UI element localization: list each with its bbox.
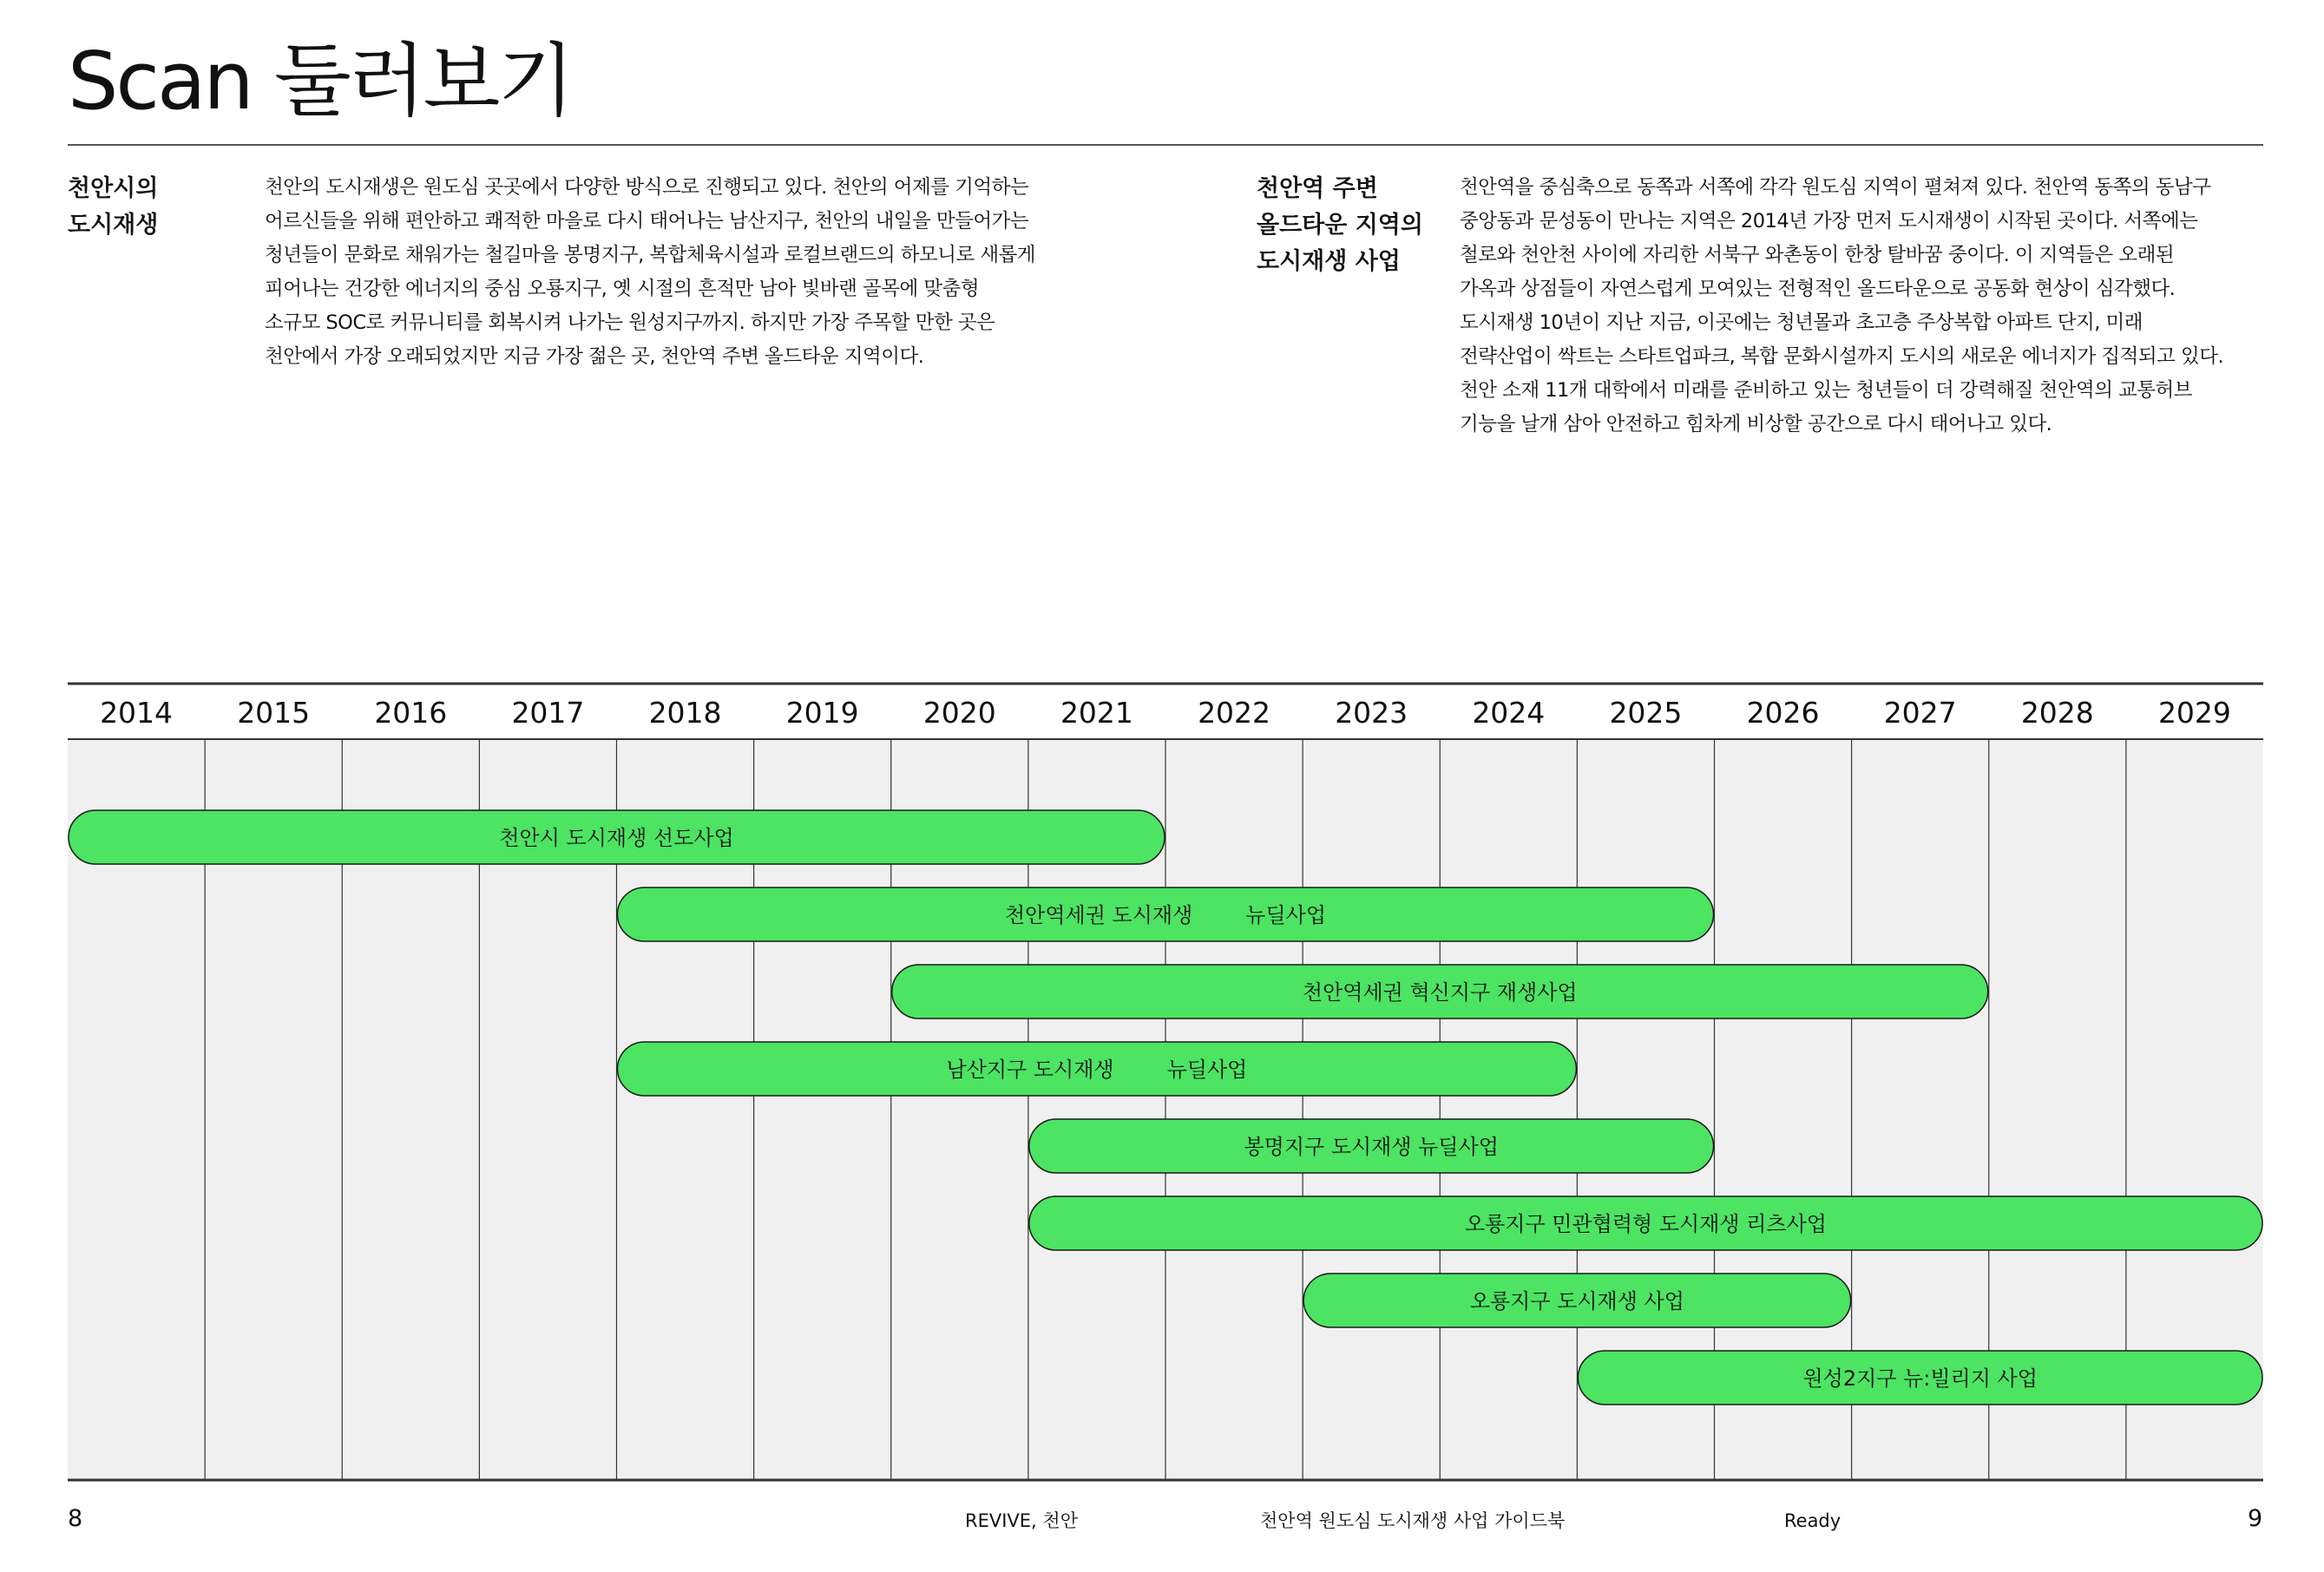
timeline-year-label: 2022 — [1198, 696, 1271, 730]
timeline-year-label: 2015 — [237, 696, 311, 730]
timeline-year-label: 2020 — [922, 696, 996, 730]
timeline-year-label: 2016 — [374, 696, 448, 730]
timeline-year-label: 2017 — [511, 696, 585, 730]
timeline-task-label: 오룡지구 민관협력형 도시재생 리츠사업 — [1464, 1212, 1827, 1236]
footer-section-label: Ready — [1784, 1510, 1841, 1531]
timeline-year-label: 2025 — [1609, 696, 1683, 730]
page-number-right: 9 — [2248, 1505, 2263, 1532]
section-body-oldtown: 천안역을 중심축으로 동쪽과 서쪽에 각각 원도심 지역이 펼쳐져 있다. 천안역 동쪽의 동남구 중앙동과 문성동이 만나는 지역은 2014년 가장 먼저 도시재생이 시작된 곳이다. 서쪽에는 철로와 천안천 사이에 자리한 서북구 와촌동이 한창 탈바꿈 중이다. 이 지역들은 오래된 가옥과 상점들이 자연스럽게 모여있는 전형적인 올드타운으로 공동화 현상이 심각했다. 도시재생 10년이 지난 지금, 이곳에는 청년몰과 초고층 주상복합 아파트 단지, 미래 전략산업이 싹트는 스타트업파크, 복합 문화시설까지 도시의 새로운 에너지가 집적되고 있다. 천안 소재 11개 대학에서 미래를 준비하고 있는 청년들이 더 강력해질 천안역의 교통허브 기능을 날개 삼아 안전하고 힘차게 비상할 공간으로 다시 태어나고 있다. — [1460, 176, 2224, 436]
timeline-task-label: 천안역세권 도시재생 뉴딜사업 — [1004, 903, 1327, 927]
timeline-task-label: 오룡지구 도시재생 사업 — [1469, 1289, 1684, 1313]
footer-brand: REVIVE, 천안 — [965, 1510, 1078, 1531]
timeline-year-label: 2029 — [2157, 696, 2231, 730]
page-number-left: 8 — [68, 1505, 83, 1532]
timeline-task-label: 남산지구 도시재생 뉴딜사업 — [946, 1058, 1248, 1082]
timeline-year-label: 2027 — [1883, 696, 1957, 730]
section-heading-oldtown: 천안역 주변 올드타운 지역의 도시재생 사업 — [1257, 175, 1423, 275]
section-heading-cheonan: 천안시의 도시재생 — [68, 175, 159, 239]
timeline-year-label: 2014 — [100, 696, 174, 730]
timeline-task-label: 천안시 도시재생 선도사업 — [499, 826, 734, 850]
footer-guide-title: 천안역 원도심 도시재생 사업 가이드북 — [1260, 1510, 1566, 1531]
timeline-year-label: 2024 — [1472, 696, 1546, 730]
timeline-year-label: 2018 — [648, 696, 722, 730]
timeline-task-label: 원성2지구 뉴:빌리지 사업 — [1802, 1366, 2038, 1391]
timeline-year-label: 2023 — [1335, 696, 1408, 730]
timeline-year-label: 2026 — [1746, 696, 1820, 730]
timeline-task-label: 봉명지구 도시재생 뉴딜사업 — [1244, 1135, 1499, 1159]
page-title: Scan 둘러보기 — [68, 35, 573, 128]
section-body-cheonan: 천안의 도시재생은 원도심 곳곳에서 다양한 방식으로 진행되고 있다. 천안의 어제를 기억하는 어르신들을 위해 편안하고 쾌적한 마을로 다시 태어나는 남산지구, 천안의 내일을 만들어가는 청년들이 문화로 채워가는 철길마을 봉명지구, 복합체육시설과 로컬브랜드의 하모니로 새롭게 피어나는 건강한 에너지의 중심 오룡지구, 옛 시절의 흔적만 남아 빛바랜 골목에 맞춤형 소규모 SOC로 커뮤니티를 회복시켜 나가는 원성지구까지. 하지만 가장 주목할 만한 곳은 천안에서 가장 오래되었지만 지금 가장 젊은 곳, 천안역 주변 올드타운 지역이다. — [265, 176, 1036, 368]
timeline-year-label: 2028 — [2020, 696, 2094, 730]
timeline-year-label: 2021 — [1060, 696, 1133, 730]
timeline-year-label: 2019 — [785, 696, 859, 730]
timeline-task-label: 천안역세권 혁신지구 재생사업 — [1302, 980, 1578, 1005]
